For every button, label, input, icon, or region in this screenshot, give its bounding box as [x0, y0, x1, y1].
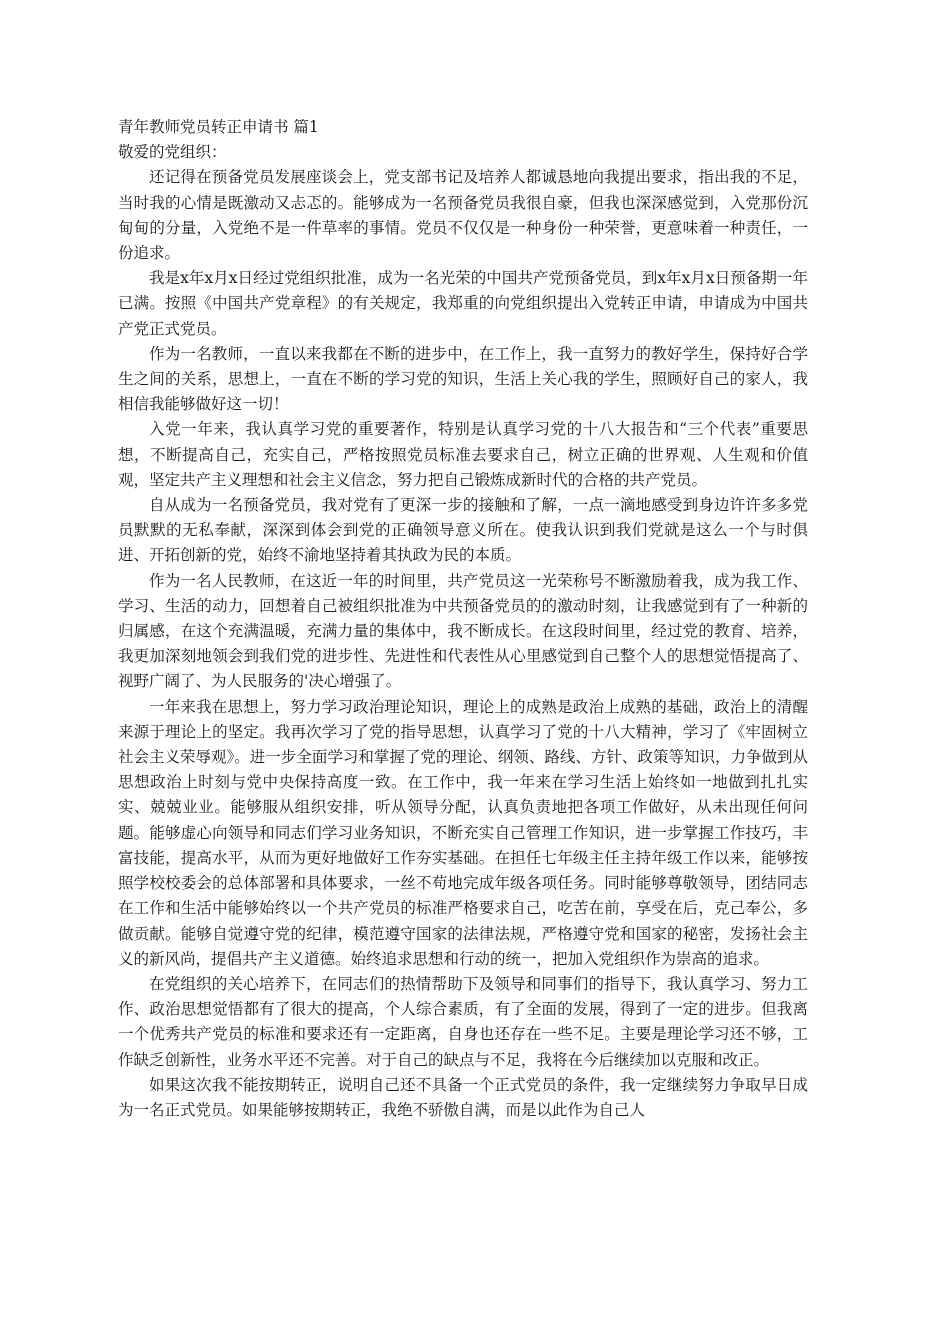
paragraph-1: 还记得在预备党员发展座谈会上，党支部书记及培养人都诚恳地向我提出要求，指出我的不足，当时我的心情是既激动又忐忑的。能够成为一名预备党员我很自豪，但我也深深感觉到，入党那份沉甸甸的分量，入党绝不是一件草率的事情。党员不仅仅是一种身份一种荣誉，更意味着一种责任，一份追求。 — [118, 168, 808, 263]
paragraph-3: 作为一名教师，一直以来我都在不断的进步中，在工作上，我一直努力的教好学生，保持好合学生之间的关系，思想上，一直在不断的学习党的知识，生活上关心我的学生，照顾好自己的家人，我相信我能够做好这一切！ — [118, 344, 808, 414]
paragraph-2: 我是x年x月x日经过党组织批准，成为一名光荣的中国共产党预备党员，到x年x月x日预备期一年已满。按照《中国共产党章程》的有关规定，我郑重的向党组织提出入党转正申请，申请成为中国共产党正式党员。 — [118, 269, 808, 338]
paragraph-4: 入党一年来，我认真学习党的重要著作，特别是认真学习党的十八大报告和“三个代表”重要思想，不断提高自己，充实自己，严格按照党员标准去要求自己，树立正确的世界观、人生观和价值观，坚定共产主义理想和社会主义信念，努力把自己锻炼成新时代的合格的共产党员。 — [118, 420, 808, 489]
paragraph-6: 作为一名人民教师，在这近一年的时间里，共产党员这一光荣称号不断激励着我，成为我工作、学习、生活的动力，回想着自己被组织批准为中共预备党员的的激动时刻，让我感觉到有了一种新的归属感，在这个充满温暖，充满力量的集体中，我不断成长。在这段时间里，经过党的教育、培养，我更加深刻地领会到我们党的进步性、先进性和代表性从心里感觉到自己整个人的思想觉悟提高了、视野广阔了、为人民服务的'决心增强了。 — [118, 571, 808, 691]
paragraph-9: 如果这次我不能按期转正，说明自己还不具备一个正式党员的条件，我一定继续努力争取早日成为一名正式党员。如果能够按期转正，我绝不骄傲自满，而是以此作为自己人 — [118, 1075, 808, 1119]
document-page — [118, 115, 808, 1123]
salutation: 敬爱的党组织： — [118, 143, 227, 162]
paragraph-8: 在党组织的关心培养下，在同志们的热情帮助下及领导和同事们的指导下，我认真学习、努力工作、政治思想觉悟都有了很大的提高，个人综合素质，有了全面的发展，得到了一定的进步。但我离一个优秀共产党员的标准和要求还有一定距离，自身也还存在一些不足。主要是理论学习还不够，工作缺乏创新性，业务水平还不完善。对于自己的缺点与不足，我将在今后继续加以克服和改正。 — [118, 974, 808, 1069]
document-title: 青年教师党员转正申请书 篇1 — [118, 118, 319, 136]
paragraph-7: 一年来我在思想上，努力学习政治理论知识，理论上的成熟是政治上成熟的基础，政治上的清醒来源于理论上的坚定。我再次学习了党的指导思想，认真学习了党的十八大精神，学习了《牢固树立社会主义荣辱观》。进一步全面学习和掌握了党的理论、纲领、路线、方针、政策等知识，力争做到从思想政治上时刻与党中央保持高度一致。在工作中，我一年来在学习生活上始终如一地做到扎扎实实、兢兢业业。能够服从组织安排，听从领导分配，认真负责地把各项工作做好，从未出现任何问题。能够虚心向领导和同志们学习业务知识，不断充实自己管理工作知识，进一步掌握工作技巧，丰富技能，提高水平，从而为更好地做好工作夯实基础。在担任七年级主任主持年级工作以来，能够按照学校校委会的总体部署和具体要求，一丝不苟地完成年级各项任务。同时能够尊敬领导，团结同志在工作和生活中能够始终以一个共产党员的标准严格要求自己，吃苦在前，享受在后，克己奉公，多做贡献。能够自觉遵守党的纪律，模范遵守国家的法律法规，严格遵守党和国家的秘密，发扬社会主义的新风尚，提倡共产主义道德。始终追求思想和行动的统一，把加入党组织作为崇高的追求。 — [118, 697, 808, 968]
paragraph-5: 自从成为一名预备党员，我对党有了更深一步的接触和了解，一点一滴地感受到身边许许多多党员默默的无私奉献，深深到体会到党的正确领导意义所在。使我认识到我们党就是这么一个与时俱进、开拓创新的党，始终不渝地坚持着其执政为民的本质。 — [118, 496, 808, 565]
